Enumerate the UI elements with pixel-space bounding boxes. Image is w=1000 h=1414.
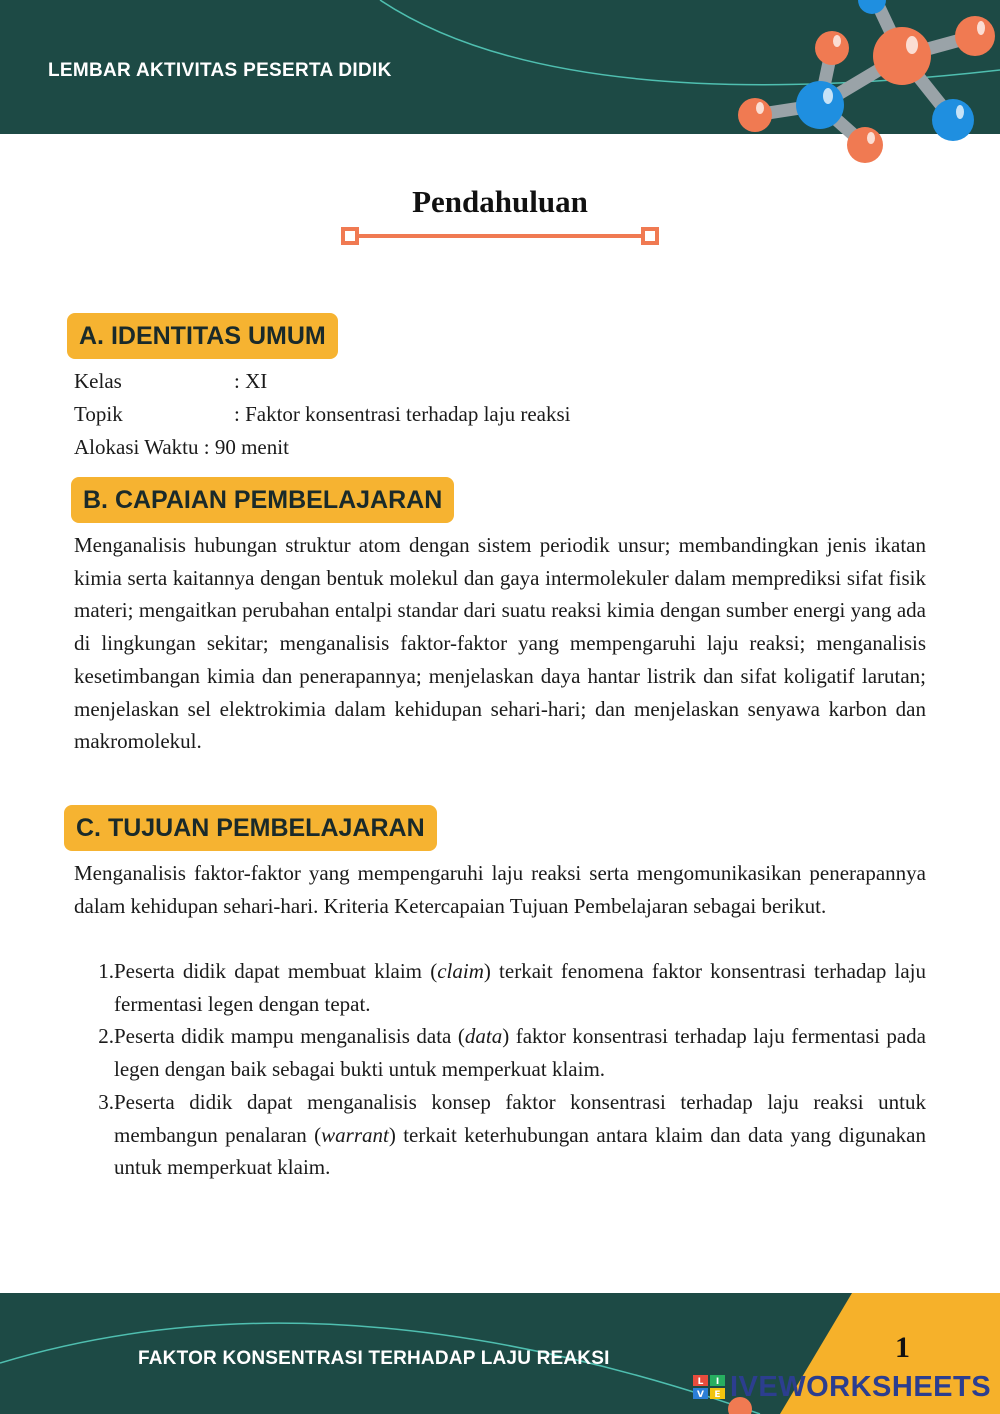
page-number: 1: [895, 1331, 910, 1364]
list-item-number: 3.: [98, 1089, 114, 1114]
page-footer: [0, 1293, 1000, 1414]
atom-blue-large: [796, 81, 844, 129]
capaian-paragraph: Menganalisis hubungan struktur atom dengan sistem periodik unsur; membandingkan jenis ikatan kimia serta kaitannya dengan bentuk molekul dan gaya intermolekuler dalam memprediksi sifat fisik materi; mengaitkan perubahan entalpi standar dari suatu reaksi kimia dengan sumber energi yang ada di lingkungan sekitar; menganalisis faktor-faktor yang mempengaruhi laju reaksi; menganalisis kesetimbangan kimia dan penerapannya; menjelaskan daya hantar listrik dan sifat koligatif larutan; menjelaskan sel elektrokimia dalam kehidupan sehari-hari; dan menjelaskan senyawa karbon dan makromolekul.: [74, 533, 926, 754]
identity-row-alokasi-waktu: [74, 431, 570, 464]
identity-row-kelas: [74, 365, 570, 398]
identity-row-topik: [74, 398, 570, 431]
list-item: [74, 1086, 926, 1184]
atom-orange-small: [738, 98, 772, 132]
page-title: Pendahuluan: [412, 184, 588, 219]
list-item-text: Peserta didik dapat menganalisis konsep faktor konsentrasi terhadap laju reaksi untuk membangun penalaran (warrant) terkait keterhubungan antara klaim dan data yang digunakan untuk memperkuat klaim.: [114, 1089, 926, 1180]
brand-logo-letter: L I V E: [697, 1377, 721, 1400]
section-b-heading: B. CAPAIAN PEMBELAJARAN: [71, 477, 454, 523]
liveworksheets-brand[interactable]: [692, 1371, 991, 1403]
tujuan-intro-paragraph: Menganalisis faktor-faktor yang mempengaruhi laju reaksi serta mengomunikasikan penerapannya dalam kehidupan sehari-hari. Kriteria Ketercapaian Tujuan Pembelajaran sebagai berikut.: [74, 861, 926, 918]
atom-orange-large: [873, 27, 931, 85]
atom-orange-small: [847, 127, 883, 163]
atom-orange-small: [815, 31, 849, 65]
list-item: [74, 1020, 926, 1085]
list-item-text: Peserta didik mampu menganalisis data (data) faktor konsentrasi terhadap laju fermentasi pada legen dengan baik sebagai bukti untuk memperkuat klaim.: [114, 1024, 926, 1082]
list-item-number: 1.: [98, 959, 114, 983]
identity-value: : 90 menit: [203, 435, 289, 459]
tujuan-list: [74, 955, 926, 1184]
atom-orange-small: [955, 16, 995, 56]
liveworksheets-logo-icon: [692, 1374, 726, 1400]
footer-title: FAKTOR KONSENTRASI TERHADAP LAJU REAKSI: [138, 1348, 610, 1369]
identity-label: Kelas: [74, 369, 122, 393]
section-a-heading: A. IDENTITAS UMUM: [67, 313, 338, 359]
identity-label: Alokasi Waktu: [74, 435, 199, 459]
title-underline-decoration: [338, 224, 662, 248]
list-item: [74, 955, 926, 1020]
identity-table: [74, 365, 570, 464]
header-title: LEMBAR AKTIVITAS PESERTA DIDIK: [48, 60, 392, 81]
molecule-illustration: [0, 0, 1000, 175]
identity-value: : Faktor konsentrasi terhadap laju reaksi: [234, 402, 571, 426]
list-item-number: 2.: [98, 1024, 114, 1049]
atom-blue-small: [932, 99, 974, 141]
identity-label: Topik: [74, 402, 123, 426]
brand-text: IVEWORKSHEETS: [730, 1370, 992, 1403]
identity-value: : XI: [234, 369, 268, 393]
list-item-text: Peserta didik dapat membuat klaim (claim) terkait fenomena faktor konsentrasi terhadap laju fermentasi legen dengan tepat.: [114, 959, 926, 1016]
section-c-heading: C. TUJUAN PEMBELAJARAN: [64, 805, 437, 851]
